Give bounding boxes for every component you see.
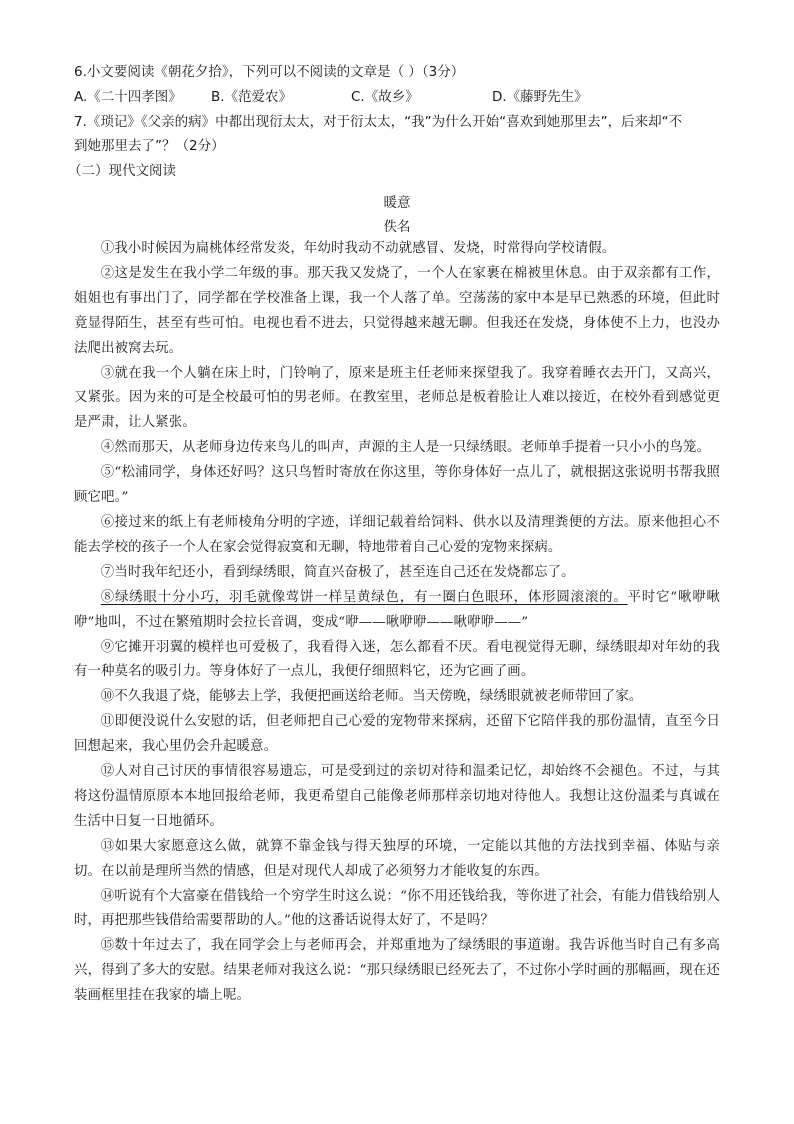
paragraph-8-rest: 平时它“啾咿啾咿”地叫，不过在繁殖期时会拉长音调，变成“咿——啾咿咿——啾咿咿——” [74,589,720,630]
paragraph-8 [74,586,720,636]
article-body [74,237,720,1009]
paragraph-2: ②这是发生在我小学二年级的事。那天我又发烧了，一个人在家裹在棉被里休息。由于双亲都有工作，姐姐也有事出门了，同学都在学校准备上课，我一个人落了单。空荡荡的家中本是早已熟悉的环境，但此时竟显得陌生，甚至有些可怕。电视也看不进去，只觉得越来越无聊。但我还在发烧，身体使不上力，也没办法爬出被窝去玩。 [74,265,720,356]
paragraph-14: ⑭听说有个大富豪在借钱给一个穷学生时这么说：“你不用还钱给我，等你进了社会，有能力借钱给别人时，再把那些钱借给需要帮助的人。”他的这番话说得太好了，不是吗？ [74,888,720,929]
article-author: 佚名 [383,219,411,235]
paragraph-4: ④然而那天，从老师身边传来鸟儿的叫声，声源的主人是一只绿绣眼。老师单手提着一只小小的鸟笼。 [100,440,711,456]
paragraph-3: ③就在我一个人躺在床上时，门铃响了，原来是班主任老师来探望我了。我穿着睡衣去开门，又高兴，又紧张。因为来的可是全校最可怕的男老师。在教室里，老师总是板着脸让人难以接近，在校外看到感觉更是严肃，让人紧张。 [74,365,720,431]
option-d: D.《藤野先生》 [492,89,588,105]
paragraph-13: ⑬如果大家愿意这么做，就算不靠金钱与得天独厚的环境，一定能以其他的方法找到幸福、体贴与亲切。在以前是理所当然的情感，但是对现代人却成了必须努力才能收复的东西。 [74,838,720,879]
paragraph-1: ①我小时候因为扁桃体经常发炎，年幼时我动不动就感冒、发烧，时常得向学校请假。 [100,241,616,256]
question-6-options [74,87,734,108]
paragraph-9: ⑨它摊开羽翼的模样也可爱极了，我看得入迷，怎么都看不厌。看电视觉得无聊，绿绣眼却对年幼的我有一种莫名的吸引力。等身体好了一点儿，我便仔细照料它，还为它画了画。 [74,639,720,680]
question-6-stem: 6.小文要阅读《朝花夕拾》，下列可以不阅读的文章是（ ）（3分） [74,64,465,80]
option-a: A.《二十四孝图》 [74,89,182,105]
question-7-line1: 7.《琐记》《父亲的病》中都出现衍太太，对于衍太太，“我”为什么开始“喜欢到她那里去”，后来却“不 [74,114,683,130]
paragraph-7: ⑦当时我年纪还小，看到绿绣眼，简直兴奋极了，甚至连自己还在发烧都忘了。 [100,564,575,580]
paragraph-15: ⑮数十年过去了，我在同学会上与老师再会，并郑重地为了绿绣眼的事道谢。我告诉他当时自己有多高兴，得到了多大的安慰。结果老师对我这么说：“那只绿绣眼已经死去了，不过你小学时画的那幅画，现在还装画框里挂在我家的墙上呢。 [74,938,720,1004]
paragraph-10: ⑩不久我退了烧，能够去上学，我便把画送给老师。当天傍晚，绿绣眼就被老师带回了家。 [100,689,643,705]
article-title: 暖意 [383,195,411,211]
option-b: B.《范爱农》 [211,89,293,105]
paragraph-11: ⑪即便没说什么安慰的话，但老师把自己心爱的宠物带来探病，还留下它陪伴我的那份温情，直至今日回想起来，我心里仍会升起暖意。 [74,714,720,755]
section-heading: （二）现代文阅读 [68,163,176,179]
paragraph-5: ⑤“松浦同学，身体还好吗？这只鸟暂时寄放在你这里，等你身体好一点儿了，就根据这张说明书帮我照顾它吧。” [74,465,720,506]
underlined-sentence: ⑧绿绣眼十分小巧，羽毛就像莺饼一样呈黄绿色，有一圈白色眼环，体形圆滚滚的。 [100,589,628,605]
option-c: C.《故乡》 [351,89,419,105]
question-7-line2: 到她那里去了”？（2分） [74,138,225,154]
paragraph-6: ⑥接过来的纸上有老师棱角分明的字迹，详细记载着给饲料、供水以及清理粪便的方法。原来他担心不能去学校的孩子一个人在家会觉得寂寞和无聊，特地带着自己心爱的宠物来探病。 [74,514,720,555]
paragraph-12: ⑫人对自己讨厌的事情很容易遗忘，可是受到过的亲切对待和温柔记忆，却始终不会褪色。不过，与其将这份温情原原本本地回报给老师，我更希望自己能像老师那样亲切地对待他人。我想让这份温柔与真诚在生活中日复一日地循环。 [74,764,720,829]
